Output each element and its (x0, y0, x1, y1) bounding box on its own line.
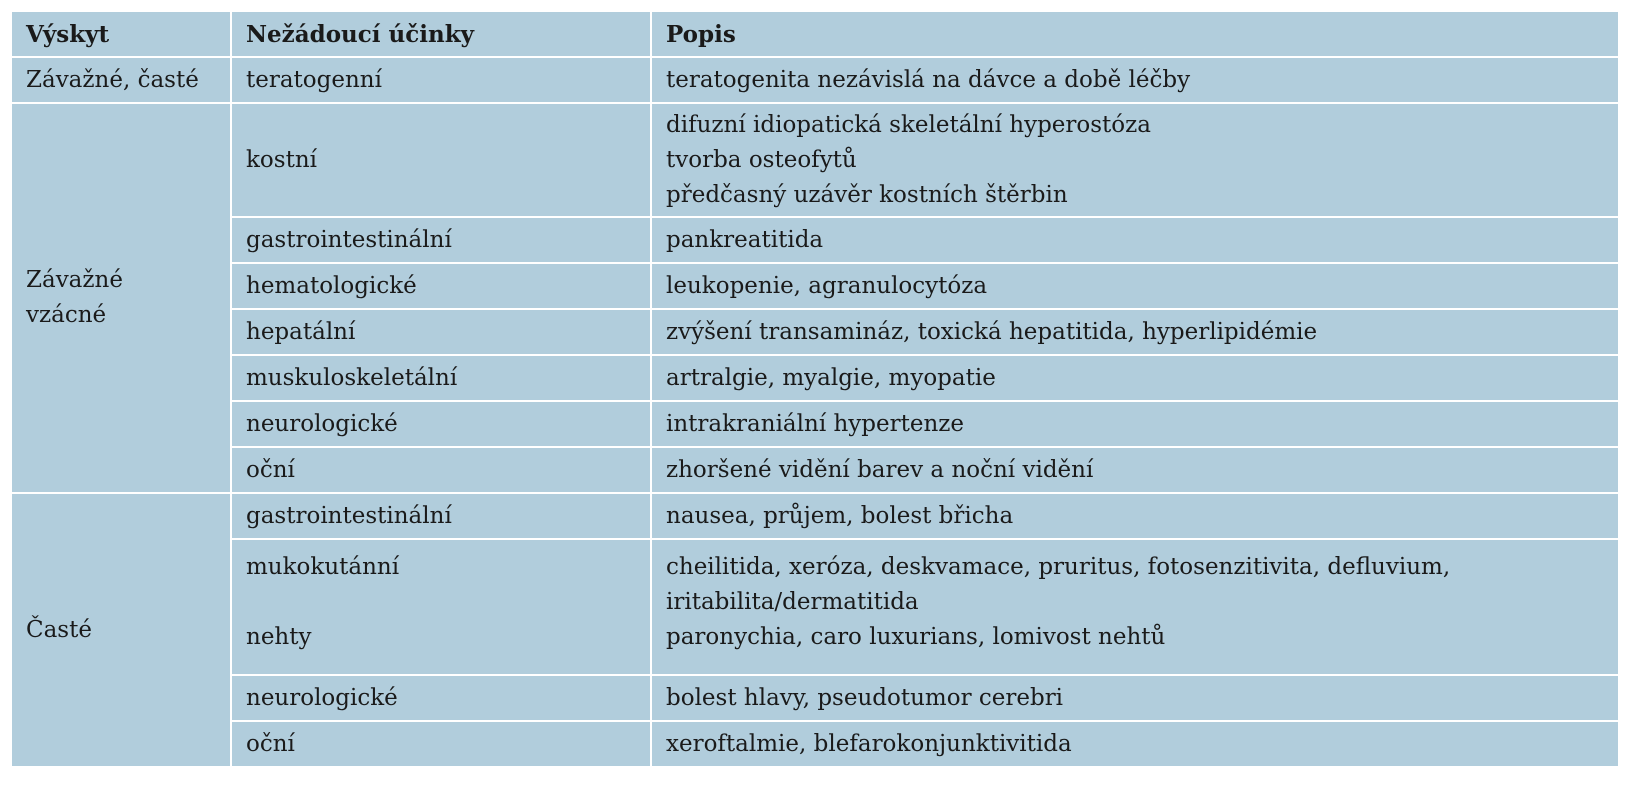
table-row (11, 539, 1619, 675)
popis-line: předčasný uzávěr kostních štěrbin (666, 181, 1068, 208)
popis-line: paronychia, caro luxurians, lomivost nehtů (666, 624, 1166, 650)
cell-vyskyt: Závažné, časté (11, 57, 231, 103)
cell-popis: intrakraniální hypertenze (651, 401, 1619, 447)
cell-vyskyt-group: Časté (11, 493, 231, 767)
table-row (11, 355, 1619, 401)
cell-popis: leukopenie, agranulocytóza (651, 263, 1619, 309)
header-popis: Popis (651, 11, 1619, 57)
adverse-effects-table (10, 10, 1620, 768)
popis-line: cheilitida, xeróza, deskvamace, pruritus, fotosenzitivita, defluvium, (666, 554, 1451, 580)
popis-line: difuzní idiopatická skeletální hyperostóza (666, 111, 1151, 138)
table-row (11, 675, 1619, 721)
spacer (246, 585, 636, 620)
cell-ucinek: neurologické (231, 401, 651, 447)
table-row (11, 103, 1619, 217)
cell-ucinek: oční (231, 721, 651, 767)
header-nezadouci-ucinky: Nežádoucí účinky (231, 11, 651, 57)
cell-popis (651, 103, 1619, 217)
cell-popis: bolest hlavy, pseudotumor cerebri (651, 675, 1619, 721)
table-row (11, 57, 1619, 103)
popis-line: iritabilita/dermatitida (666, 589, 919, 615)
table-row (11, 447, 1619, 493)
popis-line: tvorba osteofytů (666, 146, 857, 173)
table-row (11, 217, 1619, 263)
cell-popis: artralgie, myalgie, myopatie (651, 355, 1619, 401)
cell-popis: zvýšení transamináz, toxická hepatitida, hyperlipidémie (651, 309, 1619, 355)
header-vyskyt: Výskyt (11, 11, 231, 57)
table-row (11, 401, 1619, 447)
cell-popis (651, 539, 1619, 675)
table-row (11, 721, 1619, 767)
cell-popis: pankreatitida (651, 217, 1619, 263)
table-header-row (11, 11, 1619, 57)
cell-ucinek: hematologické (231, 263, 651, 309)
cell-ucinek: neurologické (231, 675, 651, 721)
cell-popis: xeroftalmie, blefarokonjunktivitida (651, 721, 1619, 767)
cell-ucinek (231, 539, 651, 675)
cell-ucinek: gastrointestinální (231, 217, 651, 263)
table-row (11, 263, 1619, 309)
cell-popis: zhoršené vidění barev a noční vidění (651, 447, 1619, 493)
cell-ucinek: muskuloskeletální (231, 355, 651, 401)
vyskyt-line: vzácné (26, 302, 107, 328)
ucinek-line: nehty (246, 624, 312, 650)
table-row (11, 309, 1619, 355)
cell-ucinek: teratogenní (231, 57, 651, 103)
cell-ucinek: hepatální (231, 309, 651, 355)
cell-ucinek: kostní (231, 103, 651, 217)
cell-ucinek: gastrointestinální (231, 493, 651, 539)
cell-popis: teratogenita nezávislá na dávce a době léčby (651, 57, 1619, 103)
cell-vyskyt-group (11, 103, 231, 493)
vyskyt-line: Závažné (26, 267, 123, 293)
cell-ucinek: oční (231, 447, 651, 493)
ucinek-line: mukokutánní (246, 554, 400, 580)
table-row (11, 493, 1619, 539)
cell-popis: nausea, průjem, bolest břicha (651, 493, 1619, 539)
